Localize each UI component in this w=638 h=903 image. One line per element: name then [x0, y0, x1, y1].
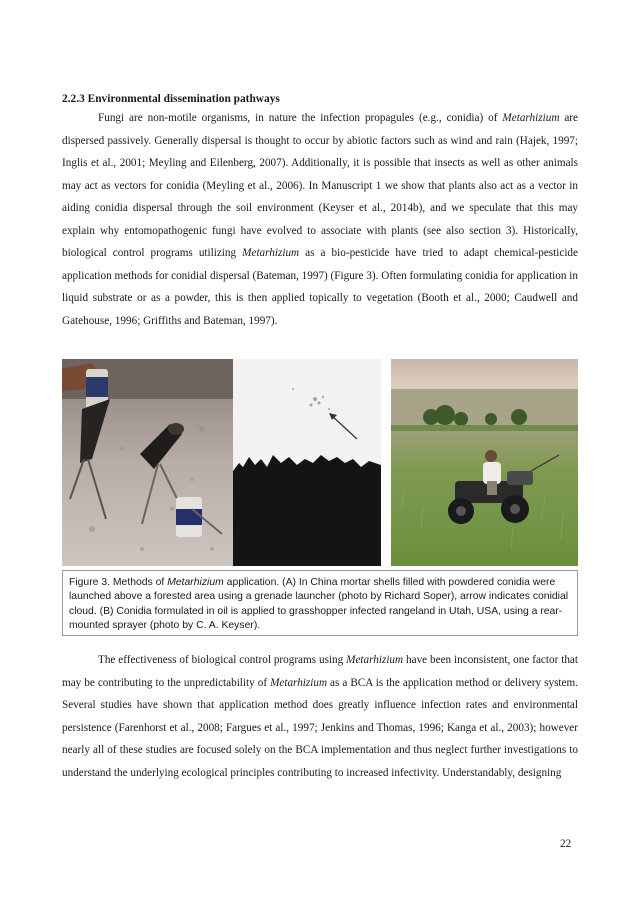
- genus-name: Metarhizium: [502, 112, 560, 124]
- mortar-shells-photo: [62, 359, 233, 566]
- genus-name: Metarhizium: [270, 676, 328, 689]
- genus-name: Metarhizium: [167, 577, 224, 588]
- paragraph-text: as a BCA is the application method or delivery system. Several studies have shown that application method does greatly influence infection rates and environmental persistence (Farenhorst et al., 2008; Fargues et al., 1997; Jenkins and Thomas, 1996; Kanga et al., 2003); however nearly all of these studies are focused solely on the BCA implementation and thus neglect further investigations to understand the underlying ecological principles contributing to increased infectivity. Understandably, designing: [62, 676, 578, 779]
- caption-text: application. (A) In China mortar shells filled with powdered conidia were launched above a forested area using a grenade launcher (photo by Richard Soper), arrow indicates conidial cloud. (B) Conidia formulated in oil is applied to grasshopper infected rangeland in Utah, USA, using a rear-mounted sprayer (photo by C. A. Keyser).: [69, 577, 569, 632]
- caption-text: Figure 3. Methods of: [69, 577, 168, 588]
- paragraph-text: The effectiveness of biological control programs using: [98, 654, 347, 666]
- section-heading: 2.2.3 Environmental dissemination pathways: [62, 93, 280, 105]
- genus-name: Metarhizium: [242, 247, 300, 259]
- paragraph-text: as a bio-pesticide have tried to adapt chemical-pesticide application methods for conidial dispersal (Bateman, 1997) (Figure 3). Often formulating conidia for application in liquid substrate or as a powder, this is then applied topically to vegetation (Booth et al., 2000; Caudwell and Gatehouse, 1996; Griffiths and Bateman, 1997).: [62, 247, 578, 327]
- figure-caption: [62, 570, 578, 636]
- page-number: 22: [560, 838, 572, 850]
- genus-name: Metarhizium: [346, 654, 404, 666]
- atv-sprayer-photo: [391, 359, 578, 566]
- forest-conidial-cloud-photo: [233, 359, 381, 566]
- paragraph-dissemination: [62, 107, 578, 332]
- paragraph-text: Fungi are non-motile organisms, in nature the infection propagules (e.g., conidia) of: [98, 112, 498, 124]
- figure-3-photos: [62, 359, 578, 566]
- paragraph-text: have been inconsistent, one factor that may be contributing to the unpredictability of: [62, 654, 578, 689]
- paragraph-text: are dispersed passively. Generally dispersal is thought to occur by abiotic factors such as wind and rain (Hajek, 1997; Inglis et al., 2001; Meyling and Eilenberg, 2007). Additionally, it is possible that insects as well as other animals may act as vectors for conidia (Meyling et al., 2006). In Manuscript 1 we show that plants also act as a vector in aiding conidia dispersal through the soil environment (Keyser et al., 2014b), and we speculate that this may explain why entomopathogenic fungi have evolved to associate with plants (see also section 3). Historically, biological control programs utilizing: [62, 112, 578, 259]
- paragraph-effectiveness: [62, 649, 578, 784]
